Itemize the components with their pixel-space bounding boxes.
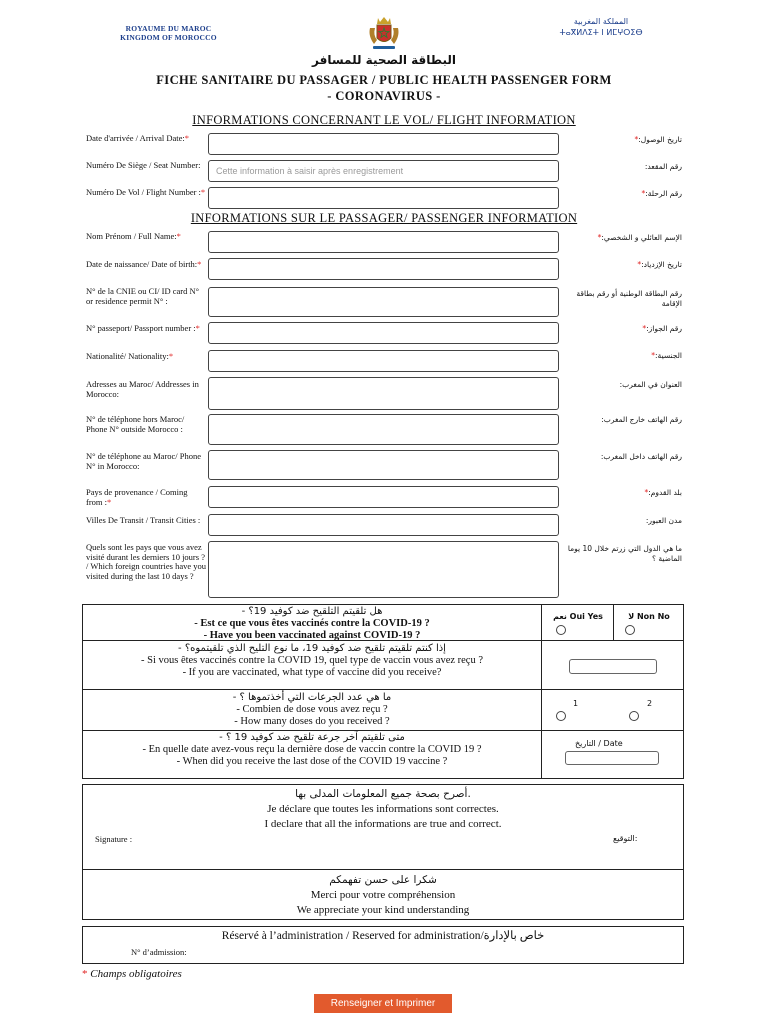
table-divider: [541, 605, 542, 778]
flight-field-label-text: Numéro De Siège / Seat Number:: [86, 160, 201, 170]
passenger-field-label-ar-text: رقم الهاتف داخل المغرب:: [600, 452, 682, 461]
yes-label: نعم Oui Yes: [553, 612, 603, 621]
question-fr: - Combien de dose vous avez reçu ?: [236, 704, 388, 715]
flight-field-input[interactable]: [208, 187, 559, 209]
kingdom-tz: ⵜⴰⴳⵍⴷⵉⵜ ⵏ ⵍⵎⵖⵔⵉⴱ: [559, 28, 643, 37]
signature-label: Signature :: [95, 834, 133, 844]
passenger-field-label-ar-text: الإسم العائلي و الشخصي:: [601, 233, 682, 242]
passenger-field-label-text: Quels sont les pays que vous avez visité durant les derniers 10 jours ? / Which foreign countries have you visited during the last 10 days ?: [86, 542, 206, 581]
table-divider: [83, 689, 683, 690]
question-fr: - En quelle date avez-vous reçu la dernière dose de vaccin contre la COVID 19 ?: [142, 744, 482, 755]
declaration-ar: أصرح بصحة جميع المعلومات المدلى بها.: [295, 788, 471, 800]
passenger-field-input[interactable]: [208, 322, 559, 344]
last-dose-date-input[interactable]: [565, 751, 659, 765]
required-star: *: [641, 189, 646, 198]
thanks-fr: Merci pour votre compréhension: [310, 889, 456, 901]
form-title: [0, 72, 768, 104]
required-star: *: [597, 233, 602, 242]
passenger-field-label-ar-text: رقم البطاقة الوطنية أو رقم بطاقة الإقامة: [576, 289, 682, 308]
vaccination-table: [82, 604, 684, 779]
passenger-field-label-ar: [560, 452, 682, 462]
question-fr: - Si vous êtes vaccinés contre la COVID 19, quel type de vaccin vous avez reçu ?: [140, 655, 483, 666]
passenger-field-label-ar: [560, 233, 682, 243]
thanks-en: We appreciate your kind understanding: [296, 904, 470, 916]
submit-print-button[interactable]: Renseigner et Imprimer: [314, 994, 452, 1013]
required-star: *: [82, 968, 88, 980]
kingdom-fr: ROYAUME DU MAROC: [125, 24, 212, 33]
required-star: *: [651, 351, 656, 360]
passenger-field-label-ar: [560, 260, 682, 270]
passenger-field-label: [86, 543, 206, 581]
date-label: التاريخ / Date: [575, 739, 623, 748]
question-ar: - متى تلقيتم آخر جرعة تلقيح ضد كوفيد 19 ؟: [219, 732, 405, 743]
flight-field-label-ar: [560, 189, 682, 199]
form-title-line2: - CORONAVIRUS -: [327, 89, 441, 103]
no-radio[interactable]: [625, 625, 635, 635]
passenger-field-label: [86, 287, 206, 306]
table-divider: [613, 605, 614, 640]
passenger-field-label-ar-text: العنوان في المغرب:: [619, 380, 682, 389]
declaration-divider: [83, 869, 683, 870]
passenger-field-label-ar: [560, 380, 682, 390]
dose-2-label: 2: [647, 699, 653, 708]
required-star: *: [197, 259, 202, 269]
passenger-field-label-text: Pays de provenance / Coming from :: [86, 487, 188, 507]
passenger-field-label: [86, 232, 206, 242]
dose-1-label: 1: [573, 699, 579, 708]
question-en: - If you are vaccinated, what type of vaccine did you receive?: [182, 667, 442, 678]
input-placeholder: Cette information à saisir après enregistrement: [216, 166, 404, 176]
question-doses: [83, 692, 541, 728]
passenger-field-input[interactable]: [208, 486, 559, 508]
yes-radio[interactable]: [556, 625, 566, 635]
flight-field-label-text: Date d'arrivée / Arrival Date:: [86, 133, 185, 143]
passenger-field-input[interactable]: [208, 377, 559, 410]
passenger-field-label-text: Nom Prénom / Full Name:: [86, 231, 177, 241]
signature-label-ar: التوقيع:: [613, 834, 638, 843]
flight-field-label-ar: [560, 162, 682, 172]
passenger-field-label-ar-text: رقم الجواز:: [646, 324, 682, 333]
required-star: *: [637, 260, 642, 269]
passenger-field-label-ar: [560, 516, 682, 526]
passenger-field-label-text: Adresses au Maroc/ Addresses in Morocco:: [86, 379, 199, 399]
kingdom-ar: المملكة المغربية: [573, 17, 629, 26]
passenger-field-label-ar: [560, 289, 682, 309]
passenger-field-label-ar: [560, 488, 682, 498]
required-star: *: [644, 488, 649, 497]
required-note-text: Champs obligatoires: [90, 968, 182, 980]
passenger-field-label: [86, 488, 206, 507]
required-star: *: [107, 496, 112, 507]
declaration-en: I declare that all the informations are true and correct.: [264, 818, 502, 830]
required-fields-note: [82, 968, 182, 980]
passenger-field-input[interactable]: [208, 450, 559, 480]
dose-1-radio[interactable]: [556, 711, 566, 721]
declaration-fr: Je déclare que toutes les informations sont correctes.: [267, 803, 499, 815]
passenger-field-label-text: N° de téléphone au Maroc/ Phone N° in Morocco:: [86, 451, 202, 471]
passenger-field-label-ar: [560, 324, 682, 334]
passenger-field-label-ar-text: تاريخ الإزدياد:: [641, 260, 682, 269]
thanks-ar: شكرا على حسن تفهمكم: [329, 874, 437, 886]
section-title-flight: INFORMATIONS CONCERNANT LE VOL/ FLIGHT INFORMATION: [192, 113, 576, 127]
royal-emblem-icon: [364, 14, 404, 54]
flight-field-input[interactable]: [208, 133, 559, 155]
flight-field-label-text: Numéro De Vol / Flight Number :: [86, 187, 201, 197]
passenger-field-label-ar-text: ما هي الدول التي زرتم خلال 10 يوما الماضية ؟: [567, 544, 682, 563]
flight-field-label-ar-text: رقم المقعد:: [644, 162, 682, 171]
flight-field-input[interactable]: [208, 160, 559, 182]
passenger-field-label-text: Date de naissance/ Date of birth:: [86, 259, 198, 269]
flight-field-label: [86, 188, 206, 198]
passenger-field-label-ar-text: مدن العبور:: [645, 516, 682, 525]
question-en: - How many doses do you received ?: [234, 716, 390, 727]
table-divider: [83, 730, 683, 731]
passenger-field-label: [86, 352, 206, 362]
passenger-field-label-ar: [560, 415, 682, 425]
kingdom-en: KINGDOM OF MOROCCO: [120, 33, 217, 42]
admin-title: Réservé à l’administration / Reserved for administration/خاص بالإدارة: [221, 930, 545, 942]
passenger-field-label-ar-text: بلد القدوم:: [648, 488, 682, 497]
passenger-field-label-ar-text: الجنسية:: [655, 351, 682, 360]
passenger-field-label-ar: [560, 351, 682, 361]
passenger-field-label: [86, 516, 206, 526]
passenger-field-label: [86, 324, 206, 334]
passenger-field-label: [86, 380, 206, 399]
vaccine-type-input[interactable]: [569, 659, 657, 674]
passenger-field-label-text: Villes De Transit / Transit Cities :: [86, 515, 201, 525]
required-star: *: [176, 231, 181, 241]
question-en: - Have you been vaccinated against COVID-19 ?: [203, 630, 421, 641]
question-ar: - ما هي عدد الجرعات التي أخذتموها ؟: [232, 692, 392, 703]
declaration-box: [82, 784, 684, 920]
passenger-field-input[interactable]: [208, 414, 559, 445]
question-vaccinated: [83, 606, 541, 642]
flight-field-label-ar: [560, 135, 682, 145]
flight-field-label: [86, 161, 206, 171]
passenger-field-input[interactable]: [208, 541, 559, 598]
passenger-field-label-text: N° de la CNIE ou CI/ ID card N° or residence permit N° :: [86, 286, 200, 306]
passenger-field-input[interactable]: [208, 514, 559, 536]
passenger-field-label-ar: [560, 544, 682, 564]
passenger-field-input[interactable]: [208, 231, 559, 253]
question-fr: - Est ce que vous êtes vaccinés contre la COVID-19 ?: [194, 618, 430, 629]
admin-box: [82, 926, 684, 964]
passenger-field-label: [86, 260, 206, 270]
kingdom-name-ar-tz: [536, 16, 666, 38]
required-star: *: [184, 133, 190, 143]
passenger-field-label-ar-text: رقم الهاتف خارج المغرب:: [601, 415, 682, 424]
passenger-field-label-text: N° passeport/ Passport number :: [86, 323, 196, 333]
required-star: *: [195, 323, 200, 333]
section-title-passenger: INFORMATIONS SUR LE PASSAGER/ PASSENGER INFORMATION: [190, 211, 578, 225]
question-last-dose: [83, 732, 541, 768]
required-star: *: [634, 135, 639, 144]
flight-field-label: [86, 134, 206, 144]
dose-2-radio[interactable]: [629, 711, 639, 721]
passenger-field-input[interactable]: [208, 287, 559, 317]
required-star: *: [642, 324, 647, 333]
question-ar: - هل تلقيتم التلقيح ضد كوفيد 19؟: [241, 606, 383, 617]
flight-field-label-ar-text: رقم الرحلة:: [645, 189, 682, 198]
required-star: *: [168, 351, 174, 361]
passenger-field-input[interactable]: [208, 258, 559, 280]
question-vaccine-type: [83, 643, 541, 679]
arabic-title: البطاقة الصحية للمسافر: [312, 53, 456, 67]
passenger-field-input[interactable]: [208, 350, 559, 372]
kingdom-name-fr-en: [106, 24, 231, 42]
admission-number-label: N° d’admission:: [131, 947, 187, 957]
no-label: لا Non No: [628, 612, 670, 621]
passenger-field-label-text: N° de téléphone hors Maroc/ Phone N° outside Morocco :: [86, 414, 185, 434]
required-star: *: [200, 187, 206, 197]
passenger-field-label: [86, 452, 206, 471]
passenger-field-label-text: Nationalité/ Nationality:: [86, 351, 169, 361]
passenger-field-label: [86, 415, 206, 434]
question-en: - When did you receive the last dose of the COVID 19 vaccine ?: [176, 756, 448, 767]
form-title-line1: FICHE SANITAIRE DU PASSAGER / PUBLIC HEALTH PASSENGER FORM: [156, 73, 612, 87]
flight-field-label-ar-text: تاريخ الوصول:: [638, 135, 682, 144]
question-ar: - إذا كنتم تلقيتم تلقيح ضد كوفيد 19، ما نوع التليح الذي تلقيتموه؟: [178, 643, 446, 654]
